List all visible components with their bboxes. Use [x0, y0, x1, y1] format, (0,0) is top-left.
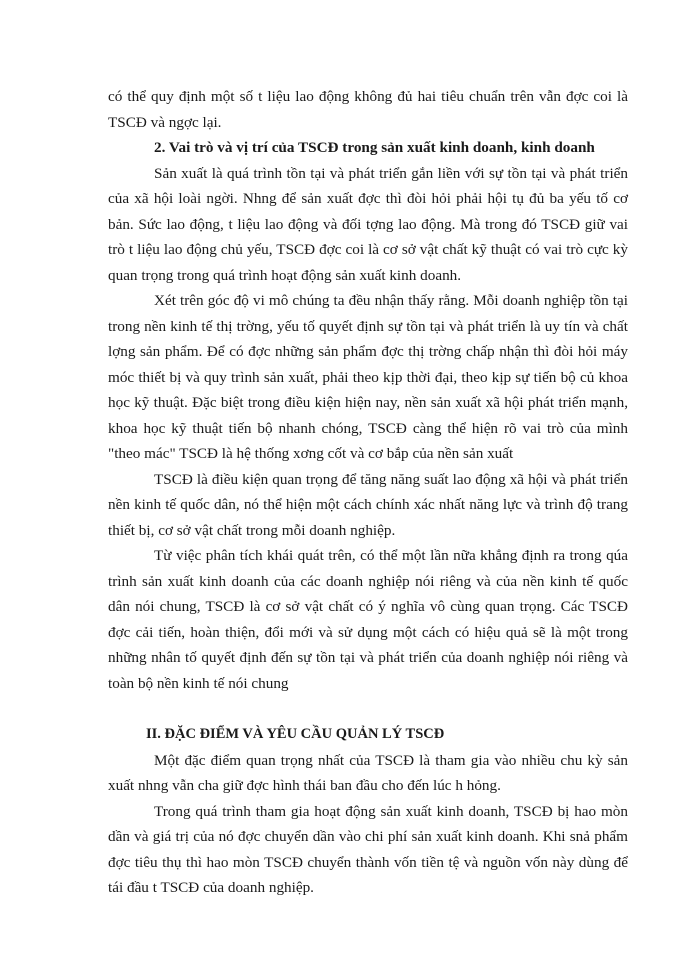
paragraph-depreciation: Trong quá trình tham gia hoạt động sản xuất kinh doanh, TSCĐ bị hao mòn dần và giá trị của nó đợc chuyển dần vào chi phí sản xuất kinh doanh. Khi snả phẩm đợc tiêu thụ thì hao mòn TSCĐ chuyển thành vốn tiền tệ và nguồn vốn này dùng để tái đầu t TSCĐ của doanh nghiệp. — [108, 802, 628, 896]
paragraph-conclusion: Từ việc phân tích khái quát trên, có thể một lần nữa khẳng định ra trong qúa trình sản xuất kinh doanh của các doanh nghiệp nói riêng và của nền kinh tế quốc dân nói chung, TSCĐ là cơ sở vật chất có ý nghĩa vô cùng quan trọng. Các TSCĐ đợc cải tiến, hoàn thiện, đổi mới và sử dụng một cách có hiệu quả sẽ là một trong những nhân tố quyết định đến sự tồn tại và phát triển của doanh nghiệp nói riêng và toàn bộ nền kinh tế nói chung — [108, 547, 628, 692]
paragraph-characteristic: Một đặc điểm quan trọng nhất của TSCĐ là tham gia vào nhiều chu kỳ sản xuất nhng vẫn cha giữ đợc hình thái ban đầu cho đến lúc h hỏng. — [108, 751, 628, 794]
paragraph-continuation: có thể quy định một số t liệu lao động không đủ hai tiêu chuẩn trên vẫn đợc coi là TSCĐ và ngợc lại. — [108, 88, 628, 131]
paragraph-productivity: TSCĐ là điều kiện quan trọng để tăng năng suất lao động xã hội và phát triển nền kinh tế quốc dân, nó thể hiện một cách chính xác nhất năng lực và trình độ trang thiết bị, cơ sở vật chất trong mỗi doanh nghiệp. — [108, 470, 628, 539]
paragraph-role-production: Sản xuất là quá trình tồn tại và phát triển gắn liền với sự tồn tại và phát triển của xã hội loài ngời. Nhng để sản xuất đợc thì đòi hỏi phải hội tụ đủ ba yếu tố cơ bản. Sức lao động, t liệu lao động và đối tợng lao động. Mà trong đó TSCĐ giữ vai trò t liệu lao động chủ yếu, TSCĐ đợc coi là cơ sở vật chất kỹ thuật có vai trò cực kỳ quan trọng trong quá trình hoạt động sản xuất kinh doanh. — [108, 164, 628, 284]
paragraph-micro-view: Xét trên góc độ vi mô chúng ta đều nhận thấy rằng. Mỗi doanh nghiệp tồn tại trong nền kinh tế thị trờng, yếu tố quyết định sự tồn tại và phát triển là uy tín và chất lợng sản phẩm. Để có đợc những sản phẩm đợc thị trờng chấp nhận thì đòi hỏi máy móc thiết bị và quy trình sản xuất, phải theo kịp thời đại, theo kịp sự tiến bộ củ khoa học kỹ thuật. Đặc biệt trong điều kiện hiện nay, nền sản xuất xã hội phát triển mạnh, khoa học kỹ thuật tiến bộ nhanh chóng, TSCĐ càng thể hiện rõ vai trò của mình "theo mác" TSCĐ là hệ thống xơng cốt và cơ bắp của nền sản xuất — [108, 292, 628, 462]
subsection-heading: 2. Vai trò và vị trí của TSCĐ trong sản xuất kinh doanh, kinh doanh — [154, 139, 595, 156]
section-heading: II. ĐẶC ĐIỂM VÀ YÊU CẦU QUẢN LÝ TSCĐ — [146, 726, 445, 742]
